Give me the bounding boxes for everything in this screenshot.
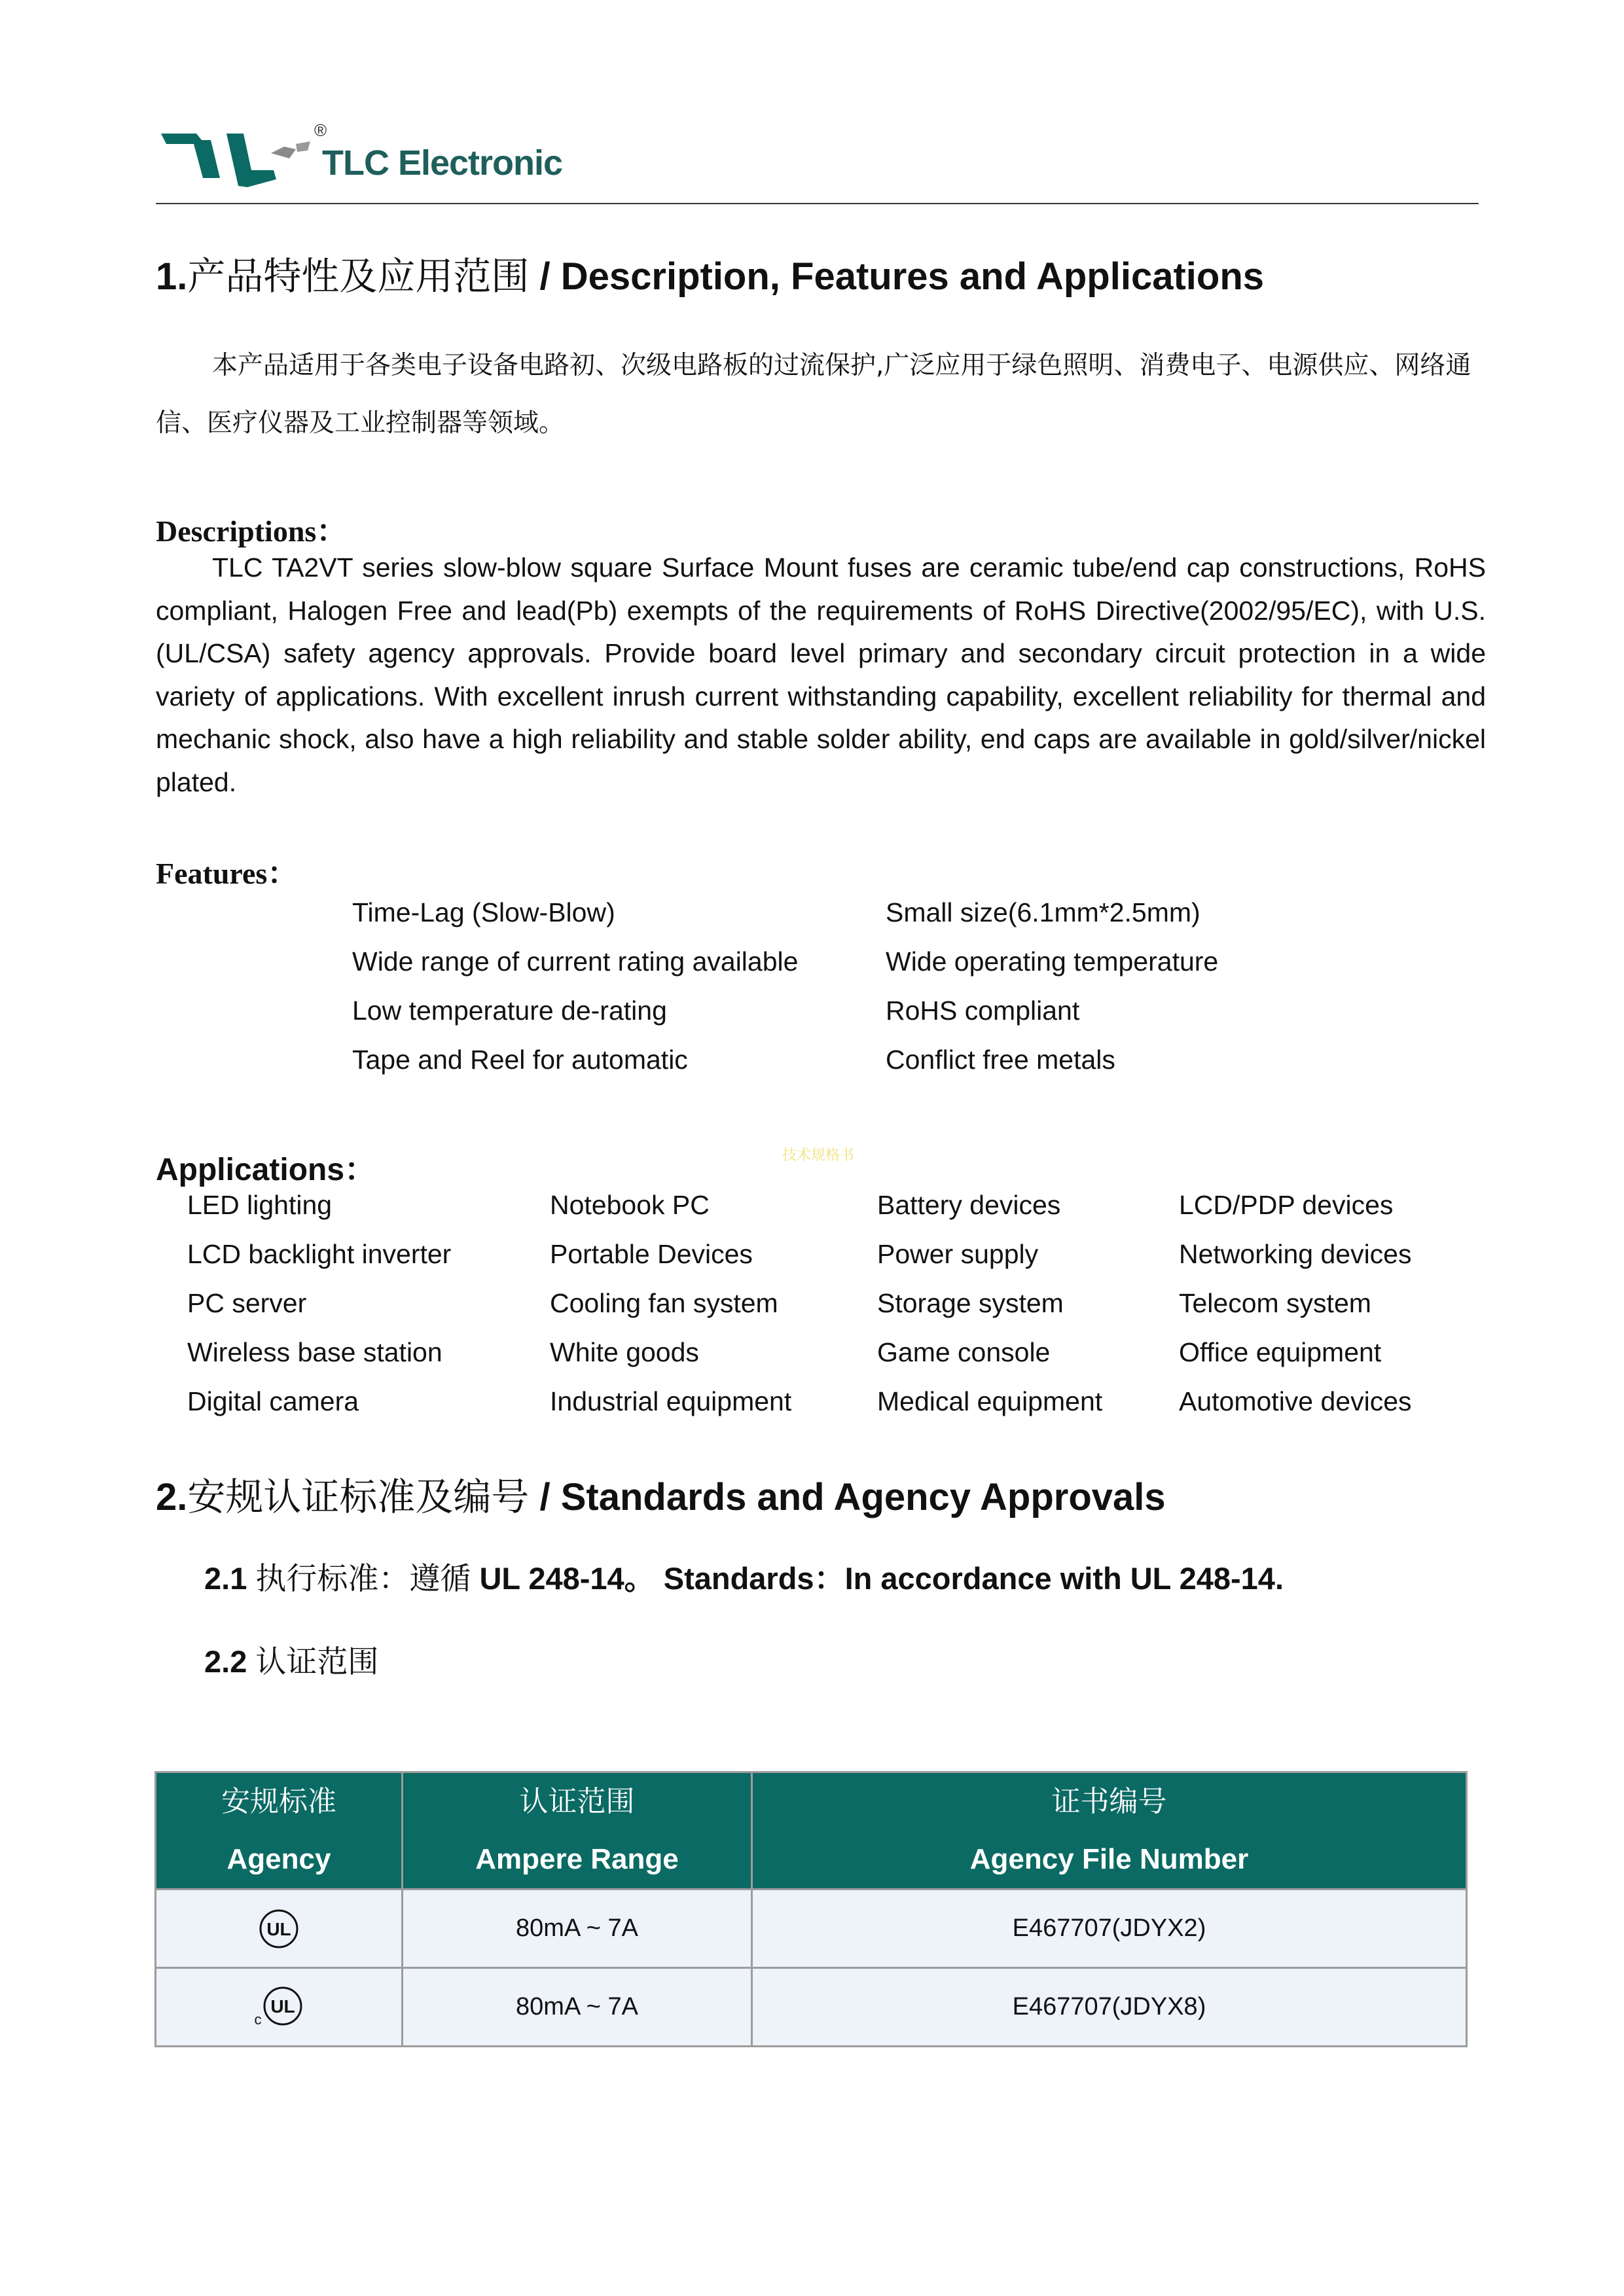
agency-header-en: Agency bbox=[226, 1843, 331, 1875]
table-header-row bbox=[156, 1772, 1467, 1890]
section-2-number: 2. bbox=[156, 1476, 188, 1518]
applications-column bbox=[877, 1181, 1218, 1426]
application-item: LCD/PDP devices bbox=[1179, 1190, 1394, 1220]
application-item: Battery devices bbox=[877, 1190, 1061, 1220]
application-item: Networking devices bbox=[1179, 1239, 1412, 1269]
feature-item: Tape and Reel for automatic bbox=[352, 1045, 688, 1075]
application-item: PC server bbox=[187, 1288, 307, 1318]
section-1-title-zh: 产品特性及应用范围 bbox=[187, 254, 530, 298]
header-divider bbox=[156, 203, 1479, 204]
chinese-description: 本产品适用于各类电子设备电路初、次级电路板的过流保护,广泛应用于绿色照明、消费电子、电源供应、网络通信、医疗仪器及工业控制器等领域。 bbox=[156, 351, 1471, 438]
ampere-range-cell: 80mA ~ 7A bbox=[403, 1890, 752, 1968]
application-item: Wireless base station bbox=[187, 1337, 442, 1367]
ampere-range-cell: 80mA ~ 7A bbox=[403, 1968, 752, 2047]
application-item: Game console bbox=[877, 1337, 1051, 1367]
section-1-title-en: / Description, Features and Applications bbox=[529, 255, 1265, 298]
section-2-title-en: / Standards and Agency Approvals bbox=[529, 1476, 1166, 1518]
agency-header-zh: 安规标准 bbox=[221, 1785, 336, 1818]
table-row bbox=[156, 1890, 1467, 1968]
application-item: Portable Devices bbox=[550, 1239, 753, 1269]
application-item: Industrial equipment bbox=[550, 1386, 792, 1416]
file-number-header-zh: 证书编号 bbox=[1051, 1785, 1167, 1818]
descriptions-heading: Descriptions： bbox=[156, 514, 347, 548]
feature-item: Small size(6.1mm*2.5mm) bbox=[886, 897, 1200, 927]
section-2-title-zh: 安规认证标准及编号 bbox=[187, 1475, 530, 1519]
feature-item: Wide range of current rating available bbox=[352, 946, 799, 977]
standards-zh: 执行标准：遵循 bbox=[255, 1561, 471, 1597]
descriptions-body: TLC TA2VT series slow-blow square Surface Mount fuses are ceramic tube/end cap constructions, RoHS compliant, Halogen Free and lead(Pb) exempts of the requirements of RoHS Directive(2002/95/EC), with U.S. (UL/CSA) safety agency approvals. Provide board level primary and secondary circuit protection in a wide variety of applications. With excellent inrush current withstanding capability, excellent reliability for thermal and mechanic shock, also have a high reliability and stable solder ability, end caps are available in gold/silver/nickel plated. bbox=[156, 552, 1486, 797]
tlc-logo-icon bbox=[156, 124, 326, 196]
application-item: Digital camera bbox=[187, 1386, 359, 1416]
ampere-range-header-en: Ampere Range bbox=[475, 1843, 679, 1875]
ampere-range-header bbox=[403, 1772, 752, 1890]
section-1-title bbox=[156, 245, 1264, 300]
application-item: LED lighting bbox=[187, 1190, 333, 1220]
agency-cell bbox=[156, 1890, 403, 1968]
application-item: LCD backlight inverter bbox=[187, 1239, 452, 1269]
standards-line bbox=[204, 1554, 1284, 1598]
features-heading: Features： bbox=[156, 857, 298, 890]
application-item: Storage system bbox=[877, 1288, 1064, 1318]
certification-scope-line bbox=[204, 1638, 378, 1681]
agency-approvals-table bbox=[154, 1771, 1468, 2047]
agency-cell bbox=[156, 1968, 403, 2047]
file-number-header-en: Agency File Number bbox=[969, 1843, 1249, 1875]
features-list bbox=[352, 888, 1334, 1085]
svg-text:UL: UL bbox=[266, 1918, 291, 1939]
section-2-title bbox=[156, 1466, 1166, 1521]
feature-item: Low temperature de-rating bbox=[352, 996, 667, 1026]
cul-listed-icon bbox=[262, 1985, 304, 2027]
application-item: Office equipment bbox=[1179, 1337, 1382, 1367]
applications-column bbox=[550, 1181, 890, 1426]
section-1-number: 1. bbox=[156, 255, 188, 298]
application-item: Telecom system bbox=[1179, 1288, 1371, 1318]
feature-item: Time-Lag (Slow-Blow) bbox=[352, 897, 615, 927]
feature-item: RoHS compliant bbox=[886, 996, 1080, 1026]
file-number-cell: E467707(JDYX8) bbox=[752, 1968, 1467, 2047]
table-row bbox=[156, 1968, 1467, 2047]
scope-zh: 认证范围 bbox=[255, 1644, 379, 1680]
standards-en: UL 248-14。 Standards：In accordance with UL 248-14. bbox=[471, 1561, 1284, 1596]
file-number-cell: E467707(JDYX2) bbox=[752, 1890, 1467, 1968]
ampere-range-header-zh: 认证范围 bbox=[519, 1785, 635, 1818]
applications-column bbox=[187, 1181, 528, 1426]
ul-listed-icon bbox=[258, 1908, 300, 1950]
feature-item: Conflict free metals bbox=[886, 1045, 1115, 1075]
brand-name: TLC Electronic bbox=[322, 143, 563, 183]
applications-heading: Applications： bbox=[156, 1153, 376, 1187]
application-item: Cooling fan system bbox=[550, 1288, 778, 1318]
application-item: White goods bbox=[550, 1337, 699, 1367]
standards-number: 2.1 bbox=[204, 1561, 256, 1596]
applications-column bbox=[1179, 1181, 1519, 1426]
application-item: Automotive devices bbox=[1179, 1386, 1412, 1416]
svg-text:UL: UL bbox=[270, 1996, 295, 2017]
agency-header bbox=[156, 1772, 403, 1890]
application-item: Power supply bbox=[877, 1239, 1039, 1269]
watermark-text: 技术规格书 bbox=[782, 1147, 855, 1163]
registered-mark: ® bbox=[314, 120, 327, 140]
feature-item: Wide operating temperature bbox=[886, 946, 1219, 977]
scope-number: 2.2 bbox=[204, 1644, 256, 1679]
file-number-header bbox=[752, 1772, 1467, 1890]
c-mark: c bbox=[254, 2011, 262, 2028]
application-item: Medical equipment bbox=[877, 1386, 1103, 1416]
application-item: Notebook PC bbox=[550, 1190, 710, 1220]
